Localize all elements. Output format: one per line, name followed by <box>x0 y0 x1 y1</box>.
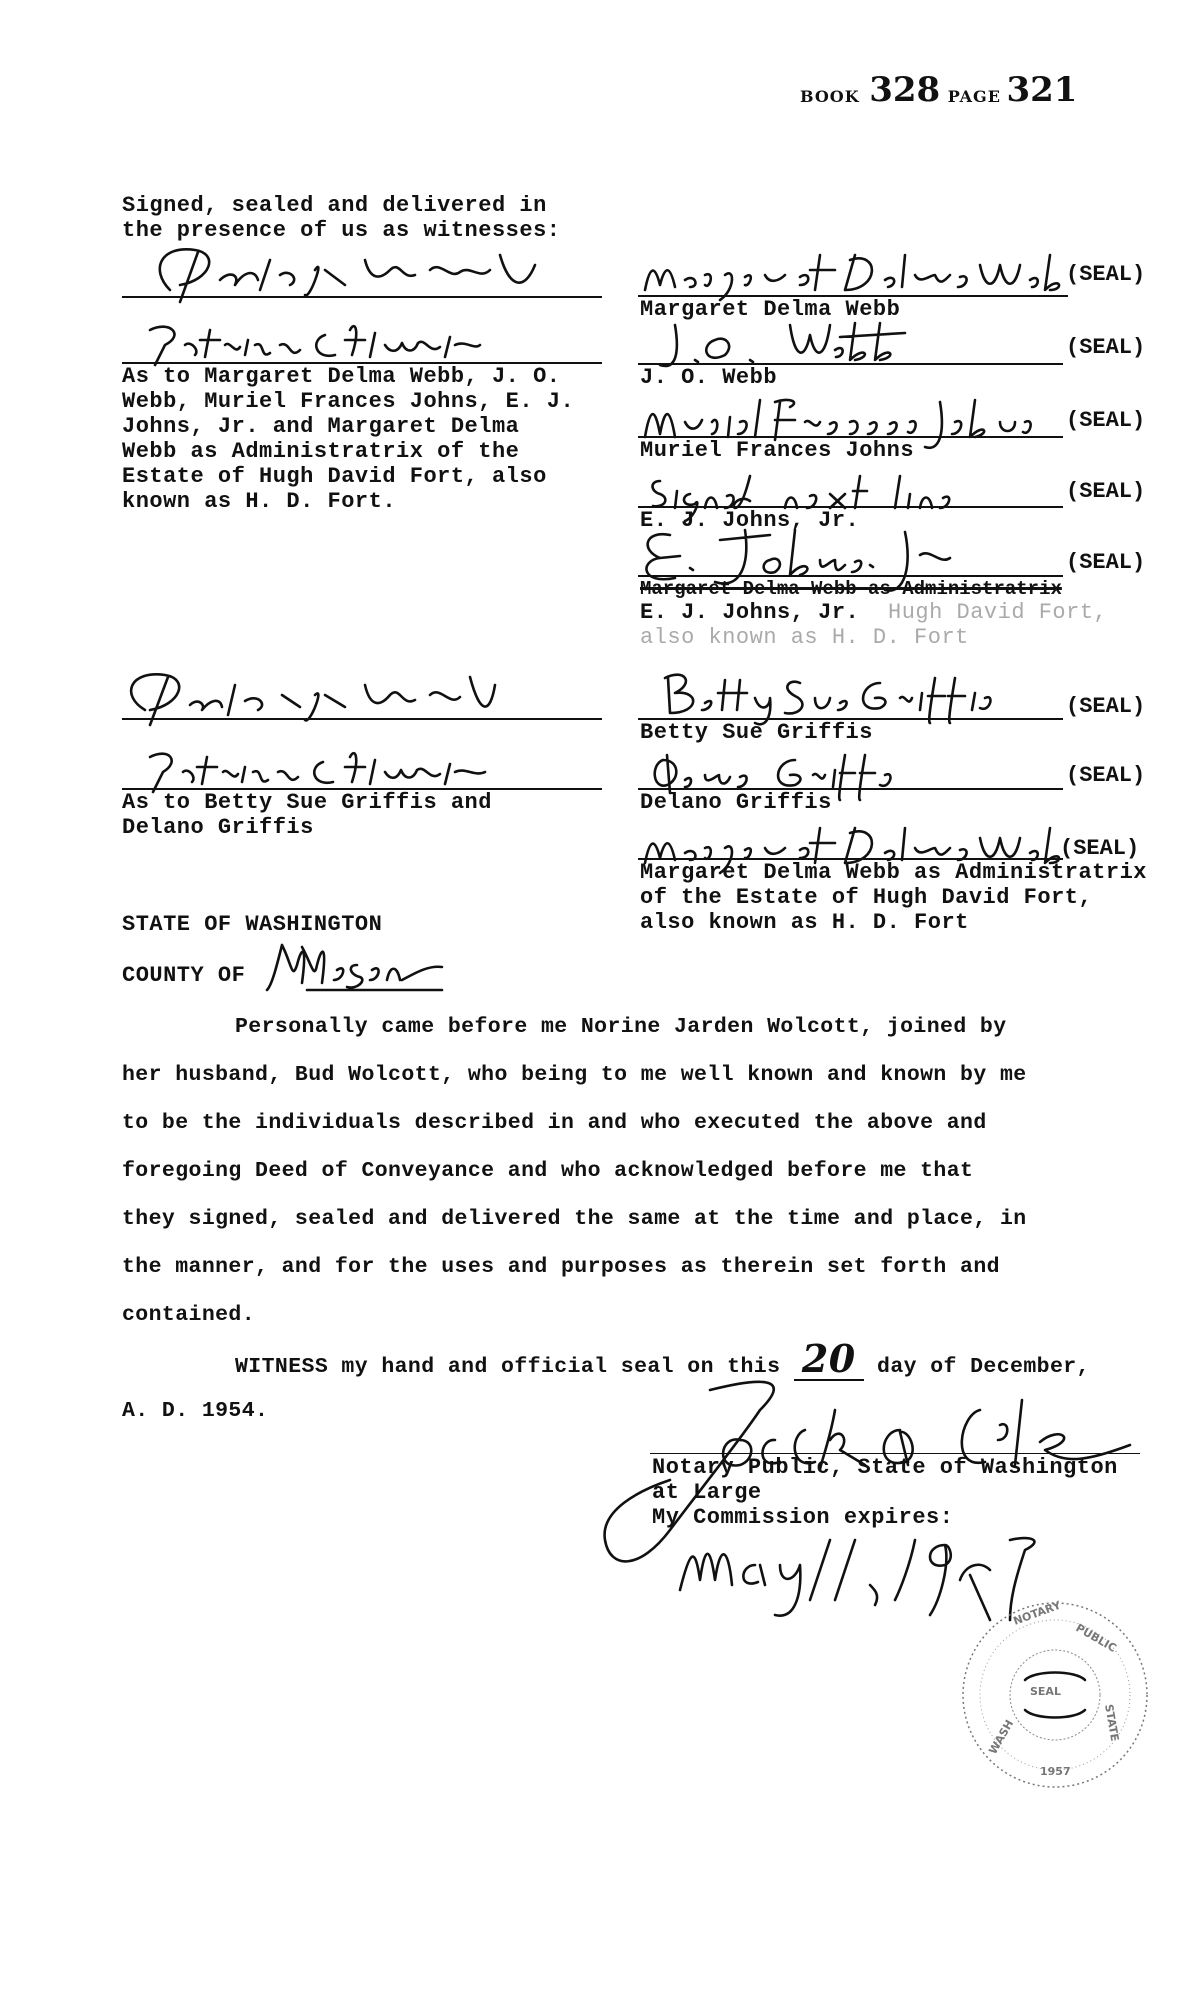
witness-clause-pre: WITNESS my hand and official seal on this <box>235 1355 781 1379</box>
ack-line-4: foregoing Deed of Conveyance and who acknowledged before me that <box>122 1159 974 1183</box>
seal-label-6: (SEAL) <box>1066 694 1146 719</box>
ack-line-6: the manner, and for the uses and purposes as therein set forth and <box>122 1255 1000 1279</box>
signer-name-3: Muriel Frances Johns <box>640 438 915 463</box>
county-label: COUNTY OF <box>122 963 246 988</box>
witness-block-1-line-5: Estate of Hugh David Fort, also <box>122 464 547 489</box>
seal-label-5: (SEAL) <box>1066 550 1146 575</box>
signer-name-5-b: Hugh David Fort, <box>888 600 1108 625</box>
seal-label-2: (SEAL) <box>1066 335 1146 360</box>
book-number: 328 <box>869 70 941 110</box>
county-handwriting-mason <box>262 935 452 995</box>
ack-line-7: contained. <box>122 1303 256 1327</box>
svg-text:WASH: WASH <box>986 1717 1017 1757</box>
seal-label-8: (SEAL) <box>1060 836 1140 861</box>
witness-block-2 <box>122 790 492 840</box>
signer-name-5-a: E. J. Johns, Jr. <box>640 600 860 625</box>
witness-clause-day: 20 <box>794 1339 864 1381</box>
seal-label-7: (SEAL) <box>1066 763 1146 788</box>
signature-margaret-1 <box>640 245 1080 305</box>
witness-intro-line-2: the presence of us as witnesses: <box>122 218 561 243</box>
witness-block-1-line-1: As to Margaret Delma Webb, J. O. <box>122 364 561 389</box>
book-label: BOOK <box>800 87 860 106</box>
signer-name-8 <box>640 860 1147 935</box>
witness-signature-parks-2 <box>110 665 510 730</box>
signer-name-5-c: also known as H. D. Fort <box>640 625 969 650</box>
signer-name-8-line-2: of the Estate of Hugh David Fort, <box>640 885 1093 910</box>
state-label: STATE OF WASHINGTON <box>122 912 383 937</box>
signer-name-6: Betty Sue Griffis <box>640 720 873 745</box>
svg-text:PUBLIC: PUBLIC <box>1073 1621 1119 1655</box>
witness-block-2-line-1: As to Betty Sue Griffis and <box>122 790 492 815</box>
witness-intro-line-1: Signed, sealed and delivered in <box>122 193 547 218</box>
signer-name-4: E. J. Johns, Jr. <box>640 508 860 533</box>
ack-line-3: to be the individuals described in and who executed the above and <box>122 1111 987 1135</box>
svg-text:1957: 1957 <box>1040 1765 1071 1778</box>
signer-name-1: Margaret Delma Webb <box>640 297 901 322</box>
seal-label-1: (SEAL) <box>1066 262 1146 287</box>
ack-line-5: they signed, sealed and delivered the same at the time and place, in <box>122 1207 1027 1231</box>
notary-line-3: My Commission expires: <box>652 1505 954 1530</box>
witness-block-1-line-6: known as H. D. Fort. <box>122 489 397 514</box>
witness-signature-patricia-1 <box>130 315 490 370</box>
witness-block-1-line-3: Johns, Jr. and Margaret Delma <box>122 414 520 439</box>
witness-block-1-line-2: Webb, Muriel Frances Johns, E. J. <box>122 389 575 414</box>
witness-clause-year: A. D. 1954. <box>122 1399 269 1423</box>
notary-seal-emblem <box>955 1595 1155 1795</box>
seal-label-3: (SEAL) <box>1066 408 1146 433</box>
signer-name-2: J. O. Webb <box>640 365 778 390</box>
svg-text:NOTARY: NOTARY <box>1011 1598 1063 1628</box>
ack-line-2: her husband, Bud Wolcott, who being to me well known and known by me <box>122 1063 1027 1087</box>
page-number: 321 <box>1006 70 1078 110</box>
signer-name-5-struck: Margaret Delma Webb as Administratrix <box>640 578 1062 600</box>
book-page-stamp <box>800 70 1077 110</box>
notary-line-1: Notary Public, State of Washington <box>652 1455 1118 1480</box>
witness-signature-patricia-2 <box>125 742 505 797</box>
svg-text:SEAL: SEAL <box>1030 1685 1061 1698</box>
witness-block-1 <box>122 364 574 514</box>
witness-block-1-line-4: Webb as Administratrix of the <box>122 439 520 464</box>
witness-block-2-line-2: Delano Griffis <box>122 815 314 840</box>
seal-label-4: (SEAL) <box>1066 479 1146 504</box>
signer-name-8-line-3: also known as H. D. Fort <box>640 910 969 935</box>
svg-text:STATE: STATE <box>1102 1703 1122 1743</box>
notary-line-rule <box>650 1453 1140 1454</box>
notary-line-2: at Large <box>652 1480 762 1505</box>
notary-block <box>652 1455 1118 1530</box>
ack-line-1: Personally came before me Norine Jarden Wolcott, joined by <box>235 1015 1007 1039</box>
signer-name-8-line-1: Margaret Delma Webb as Administratrix <box>640 860 1147 885</box>
witness-intro <box>122 193 560 243</box>
signer-name-7: Delano Griffis <box>640 790 832 815</box>
witness-clause-post: day of December, <box>877 1355 1090 1379</box>
page-label: PAGE <box>947 87 1001 106</box>
witness-signature-parks-1 <box>140 240 560 310</box>
acknowledgment-paragraph <box>122 1003 1122 1339</box>
